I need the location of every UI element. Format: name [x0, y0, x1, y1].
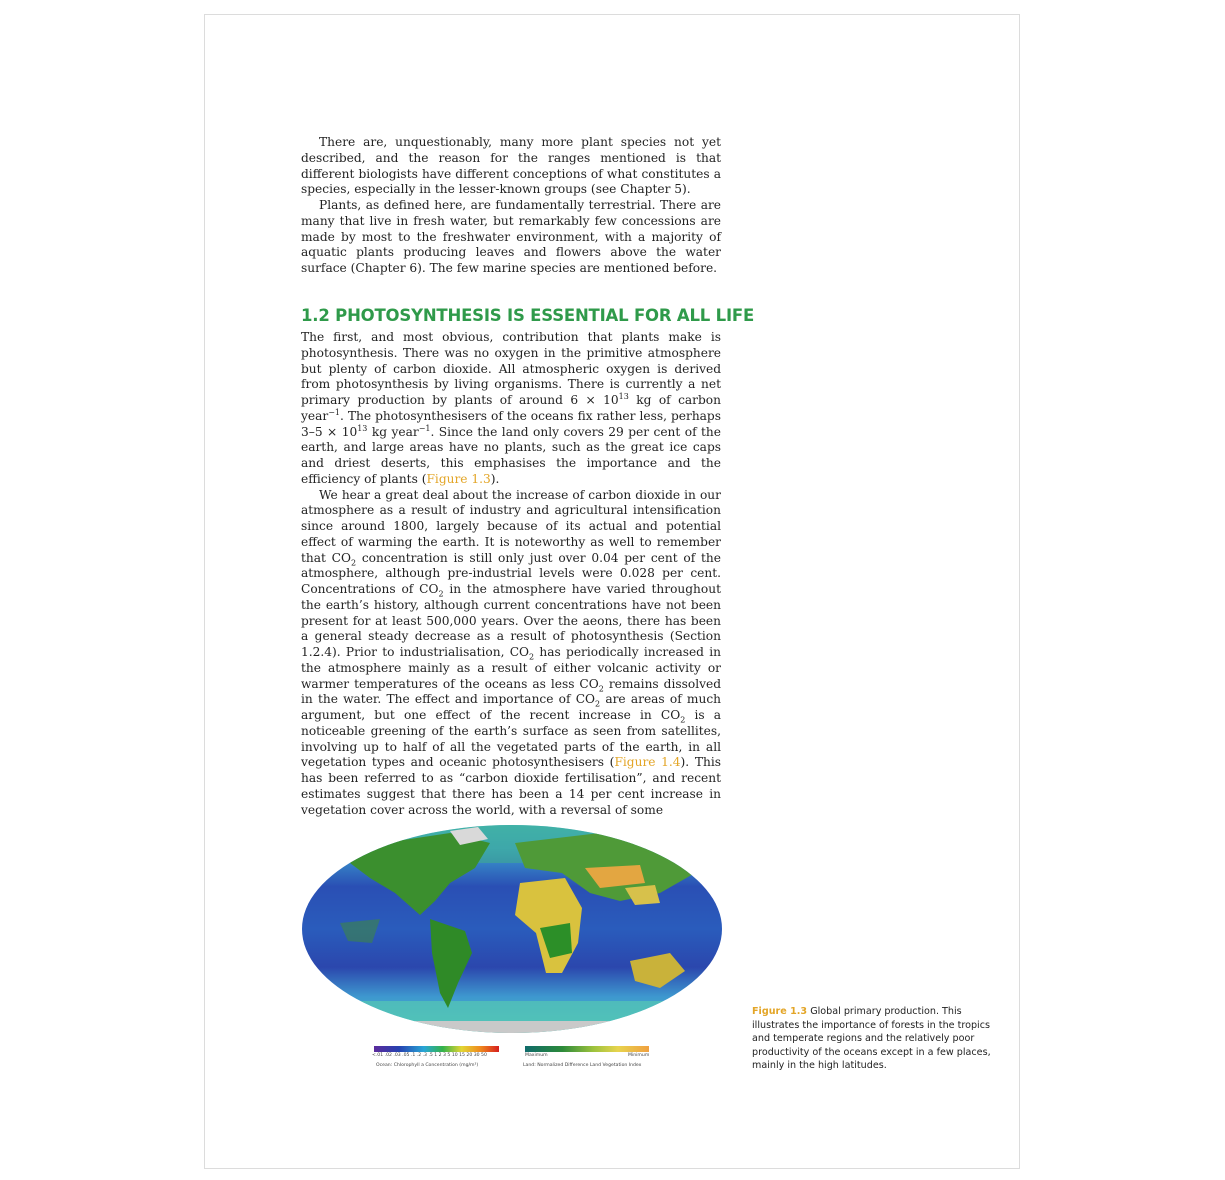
land-colorbar-min: Minimum [628, 1053, 650, 1058]
land-colorbar-label: Land: Normalized Difference Land Vegetation Index [523, 1063, 642, 1068]
global-production-map [300, 823, 724, 1035]
caption-label: Figure 1.3 [752, 1006, 808, 1017]
paragraph-carbon-dioxide: We hear a great deal about the increase of carbon dioxide in our atmosphere as a result of industry and agricultural intensification since around 1800, largely because of its actual and potential effect of warming the earth. It is noteworthy as well to remember that $CO_2$ concentration is still only just over 0.04 per cent of the atmosphere, although pre-industrial levels were 0.028 per cent. Concentrations of $CO_2$ in the atmosphere have varied throughout the earth’s history, although current concentrations have not been present for at least 500,000 years. Over the aeons, there has been a general steady decrease as a result of photosynthesis (Section 1.2.4). Prior to industrialisation, $CO_2$ has periodically increased in the atmosphere mainly as a result of either volcanic activity or warmer temperatures of the oceans as less $CO_2$ remains dissolved in the water. The effect and importance of $CO_2$ are areas of much argument, but one effect of the recent increase in $CO_2$ is a noticeable greening of the earth’s surface as seen from satellites, involving up to half of all the vegetated parts of the earth, in all vegetation types and oceanic photosynthesisers (Figure 1.4). This has been referred to as “carbon dioxide fertilisation”, and recent estimates suggest that there has been a 14 per cent increase in vegetation cover across the world, with a reversal of some [301, 487, 722, 817]
caption-text: Global primary production. This illustrates the importance of forests in the tropics and temperate regions and the relatively poor productivity of the oceans except in a few places, mainly in the high latitudes. [752, 1006, 991, 1072]
land-colorbar-max: Maximum [525, 1053, 548, 1058]
section-heading: 1.2 PHOTOSYNTHESIS IS ESSENTIAL FOR ALL LIFE [301, 306, 755, 325]
figure-link-1-4[interactable]: Figure 1.4 [614, 755, 681, 770]
text-block-intro [301, 135, 721, 277]
figure-caption [752, 1005, 992, 1073]
figure-link-1-3[interactable]: Figure 1.3 [426, 471, 491, 486]
ocean-colorbar-label: Ocean: Chlorophyll a Concentration (mg/m³) [376, 1063, 479, 1068]
paragraph: Plants, as defined here, are fundamentally terrestrial. There are many that live in fresh water, but remarkably few concessions are made by most to the freshwater environment, with a majority of aquatic plants producing leaves and flowers above the water surface (Chapter 6). The few marine species are mentioned before. [301, 198, 721, 275]
paragraph-photosynthesis: The first, and most obvious, contribution that plants make is photosynthesis. There was no oxygen in the primitive atmosphere but plenty of carbon dioxide. All atmospheric oxygen is derived from photosynthesis by living organisms. There is currently a net primary production by plants of around $6 \times 10^{13}$ kg of carbon year$^{-1}$. The photosynthesisers of the oceans fix rather less, perhaps $3-5 \times 10^{13}$ kg year$^{-1}$. Since the land only covers 29 per cent of the earth, and large areas have no plants, such as the great ice caps and driest deserts, this emphasises the importance and the efficiency of plants (Figure 1.3). [301, 330, 721, 486]
paragraph: There are, unquestionably, many more plant species not yet described, and the reason for the ranges mentioned is that different biologists have different conceptions of what constitutes a species, especially in the lesser-known groups (see Chapter 5). [301, 135, 721, 197]
ocean-colorbar-ticks: <.01 .02 .03 .05 .1 .2 .3 .5 1 2 3 5 10 15 20 30 50 [372, 1053, 487, 1058]
text-block-photosynthesis [301, 330, 721, 818]
